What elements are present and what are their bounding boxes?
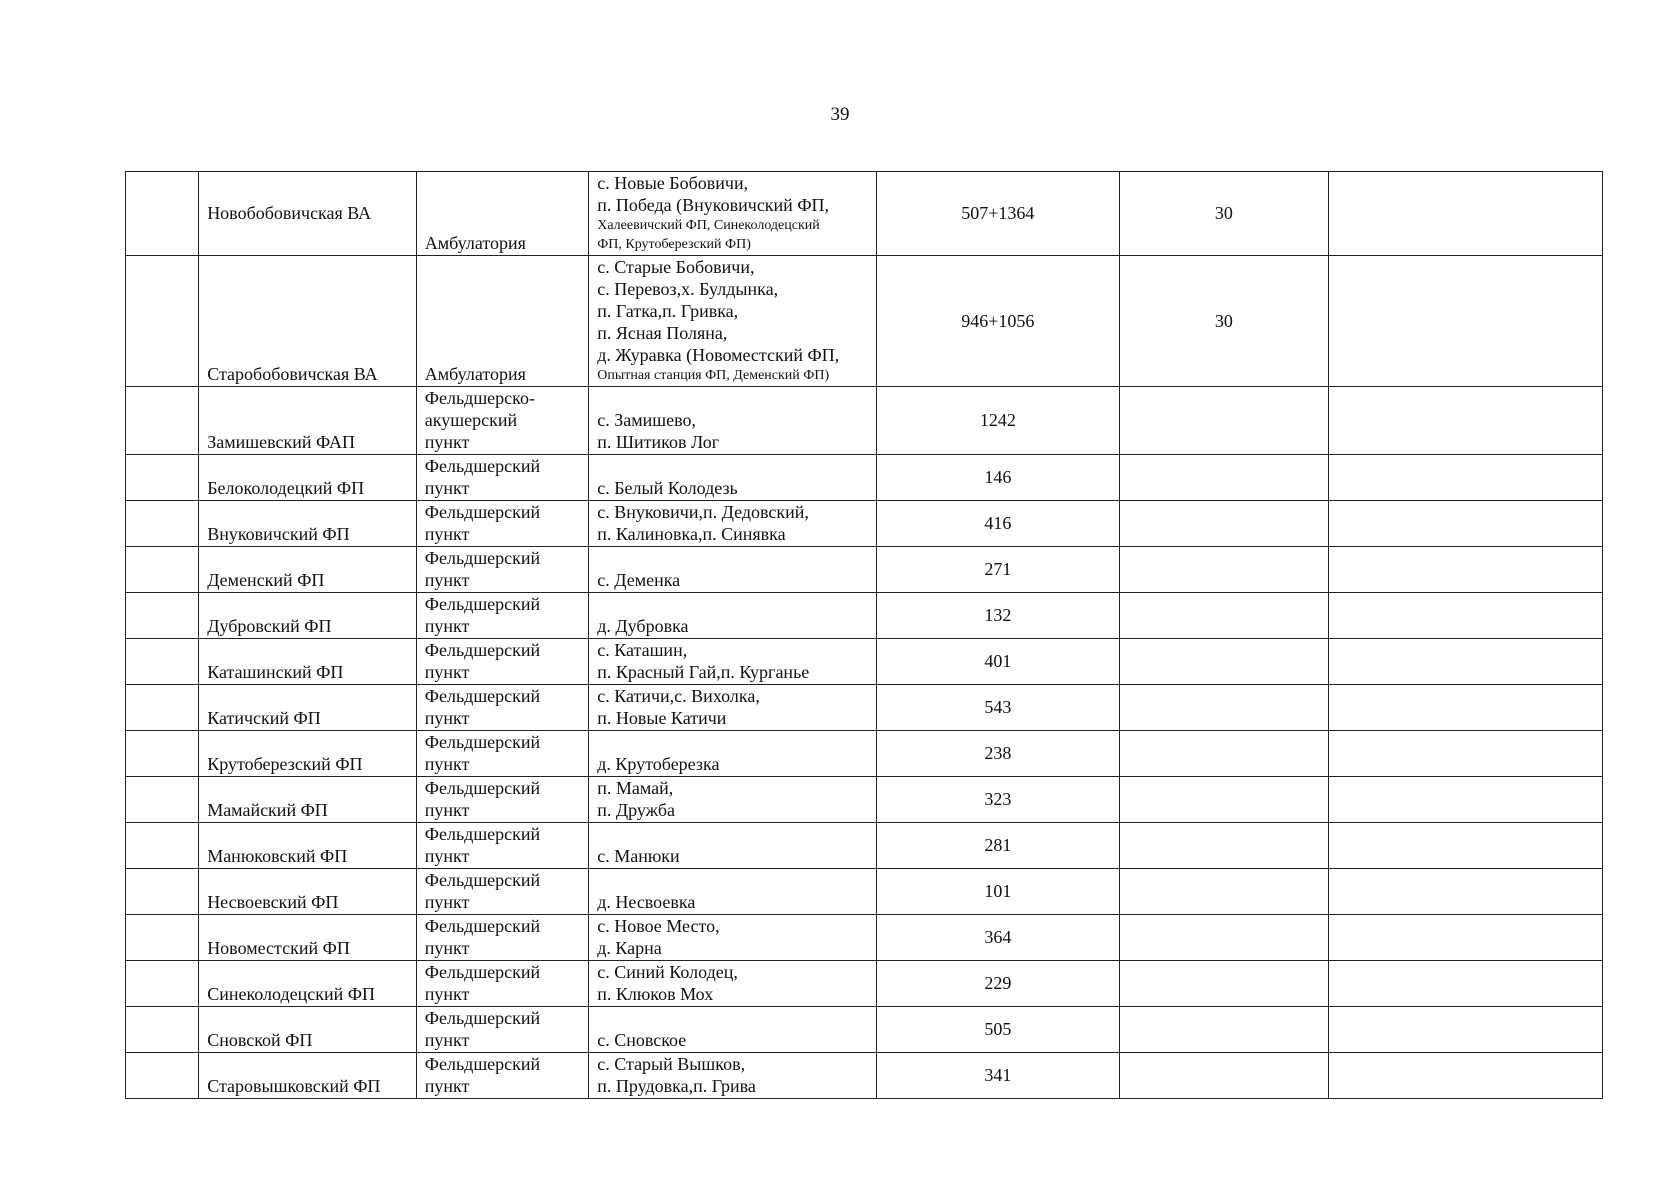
beds-cell [1119, 777, 1329, 823]
service-area-line: с. Новые Бобовичи, [597, 173, 749, 193]
row-number-cell [126, 731, 199, 777]
table-row [126, 547, 1603, 593]
service-area-line: с. Каташин, [597, 640, 688, 660]
row-number-cell [126, 547, 199, 593]
facility-type-line: Фельдшерский [424, 732, 541, 752]
facility-name-cell [199, 547, 417, 593]
notes-cell [1329, 256, 1603, 387]
facility-name: Каташинский ФП [207, 662, 344, 682]
service-area-line: д. Крутоберезка [597, 754, 720, 774]
beds-cell: 30 [1119, 172, 1329, 256]
service-area-line: п. Гатка,п. Гривка, [597, 301, 739, 321]
service-area-cell [589, 823, 877, 869]
population-cell: 1242 [876, 387, 1119, 455]
service-area-line: п. Красный Гай,п. Курганье [597, 662, 810, 682]
population-cell: 946+1056 [876, 256, 1119, 387]
facility-name: Старовышковский ФП [207, 1076, 381, 1096]
facility-name-cell [199, 915, 417, 961]
notes-cell [1329, 387, 1603, 455]
facility-type-cell [416, 547, 588, 593]
population-cell: 238 [876, 731, 1119, 777]
beds-cell [1119, 547, 1329, 593]
facility-type-line: Фельдшерско- [424, 388, 535, 408]
row-number-cell [126, 1053, 199, 1099]
service-area-line: д. Карна [597, 938, 662, 958]
service-area-cell [589, 639, 877, 685]
service-area-cell [589, 172, 877, 256]
row-number-cell [126, 639, 199, 685]
service-area-line: п. Новые Катичи [597, 708, 727, 728]
notes-cell [1329, 777, 1603, 823]
service-area-cell [589, 455, 877, 501]
facility-type-line: пункт [424, 432, 470, 452]
service-area-cell [589, 915, 877, 961]
facility-type-line: пункт [424, 846, 470, 866]
facility-name-cell [199, 172, 417, 256]
table-row [126, 501, 1603, 547]
facility-type-line: пункт [424, 478, 470, 498]
facility-type-line: Фельдшерский [424, 962, 541, 982]
facility-name-cell [199, 869, 417, 915]
facility-type-cell [416, 777, 588, 823]
facility-type-line: Амбулатория [424, 364, 526, 384]
service-area-line: п. Дружба [597, 800, 676, 820]
facility-type-cell [416, 387, 588, 455]
row-number-cell [126, 823, 199, 869]
notes-cell [1329, 1053, 1603, 1099]
facility-type-line: Фельдшерский [424, 778, 541, 798]
facility-type-line: пункт [424, 524, 470, 544]
row-number-cell [126, 869, 199, 915]
facilities-table [125, 171, 1603, 1099]
row-number-cell [126, 593, 199, 639]
facility-type-line: Фельдшерский [424, 824, 541, 844]
service-area-line: с. Сновское [597, 1030, 687, 1050]
facility-name: Деменский ФП [207, 570, 325, 590]
beds-cell [1119, 731, 1329, 777]
facility-name: Дубровский ФП [207, 616, 332, 636]
service-area-line: с. Манюки [597, 846, 680, 866]
service-area-line: п. Прудовка,п. Грива [597, 1076, 756, 1096]
facility-type-line: Фельдшерский [424, 916, 541, 936]
population-cell: 507+1364 [876, 172, 1119, 256]
notes-cell [1329, 1007, 1603, 1053]
facility-type-line: Фельдшерский [424, 502, 541, 522]
row-number-cell [126, 685, 199, 731]
table-row [126, 639, 1603, 685]
service-area-line: с. Деменка [597, 570, 681, 590]
facility-name-cell [199, 731, 417, 777]
service-area-line: п. Калиновка,п. Синявка [597, 524, 786, 544]
beds-cell [1119, 593, 1329, 639]
row-number-cell [126, 777, 199, 823]
service-area-cell [589, 256, 877, 387]
service-area-line: п. Мамай, [597, 778, 674, 798]
service-area-line: д. Дубровка [597, 616, 689, 636]
population-cell: 101 [876, 869, 1119, 915]
facility-type-line: Фельдшерский [424, 686, 541, 706]
population-cell: 543 [876, 685, 1119, 731]
facility-type-line: пункт [424, 754, 470, 774]
facility-type-line: пункт [424, 662, 470, 682]
facility-type-cell [416, 501, 588, 547]
facility-name: Замишевский ФАП [207, 432, 356, 452]
notes-cell [1329, 547, 1603, 593]
facility-name: Катичский ФП [207, 708, 321, 728]
facility-type-cell [416, 731, 588, 777]
row-number-cell [126, 256, 199, 387]
facility-type-line: Фельдшерский [424, 870, 541, 890]
notes-cell [1329, 731, 1603, 777]
notes-cell [1329, 961, 1603, 1007]
beds-cell: 30 [1119, 256, 1329, 387]
service-area-cell [589, 1053, 877, 1099]
facility-type-line: Фельдшерский [424, 456, 541, 476]
facility-type-cell [416, 915, 588, 961]
table-row [126, 593, 1603, 639]
beds-cell [1119, 1007, 1329, 1053]
facility-type-line: пункт [424, 892, 470, 912]
service-area-line: д. Журавка (Новоместский ФП, [597, 345, 840, 365]
table-row [126, 685, 1603, 731]
population-cell: 132 [876, 593, 1119, 639]
row-number-cell [126, 961, 199, 1007]
service-area-cell [589, 547, 877, 593]
service-area-line: с. Перевоз,х. Булдынка, [597, 279, 779, 299]
service-area-cell [589, 501, 877, 547]
population-cell: 281 [876, 823, 1119, 869]
population-cell: 364 [876, 915, 1119, 961]
population-cell: 323 [876, 777, 1119, 823]
row-number-cell [126, 455, 199, 501]
table-row [126, 455, 1603, 501]
table-row [126, 387, 1603, 455]
service-area-cell [589, 1007, 877, 1053]
row-number-cell [126, 501, 199, 547]
population-cell: 146 [876, 455, 1119, 501]
service-area-line: с. Старый Вышков, [597, 1054, 746, 1074]
population-cell: 401 [876, 639, 1119, 685]
service-area-line: Халеевичский ФП, Синеколодецский [597, 218, 820, 233]
facility-name-cell [199, 777, 417, 823]
facility-type-cell [416, 685, 588, 731]
facility-type-cell [416, 256, 588, 387]
beds-cell [1119, 639, 1329, 685]
facility-name: Сновской ФП [207, 1030, 313, 1050]
population-cell: 229 [876, 961, 1119, 1007]
row-number-cell [126, 387, 199, 455]
row-number-cell [126, 1007, 199, 1053]
table-row [126, 915, 1603, 961]
facility-name-cell [199, 639, 417, 685]
service-area-line: с. Замишево, [597, 410, 696, 430]
facility-type-cell [416, 869, 588, 915]
facility-type-line: пункт [424, 1076, 470, 1096]
beds-cell [1119, 823, 1329, 869]
beds-cell [1119, 455, 1329, 501]
notes-cell [1329, 593, 1603, 639]
service-area-line: п. Клюков Мох [597, 984, 714, 1004]
facility-type-cell [416, 455, 588, 501]
facility-name-cell [199, 593, 417, 639]
facility-type-line: Амбулатория [424, 233, 526, 253]
notes-cell [1329, 172, 1603, 256]
row-number-cell [126, 172, 199, 256]
facility-type-line: пункт [424, 570, 470, 590]
notes-cell [1329, 915, 1603, 961]
facility-name-cell [199, 1053, 417, 1099]
facility-name: Несвоевский ФП [207, 892, 339, 912]
facility-name: Внуковичский ФП [207, 524, 350, 544]
service-area-line: с. Внуковичи,п. Дедовский, [597, 502, 809, 522]
population-cell: 416 [876, 501, 1119, 547]
facility-name-cell [199, 685, 417, 731]
notes-cell [1329, 639, 1603, 685]
service-area-line: с. Старые Бобовичи, [597, 257, 755, 277]
facility-name: Новоместский ФП [207, 938, 350, 958]
facility-type-line: Фельдшерский [424, 640, 541, 660]
facility-type-line: пункт [424, 800, 470, 820]
service-area-line: с. Катичи,с. Вихолка, [597, 686, 760, 706]
table-row [126, 256, 1603, 387]
notes-cell [1329, 685, 1603, 731]
service-area-line: п. Шитиков Лог [597, 432, 720, 452]
facility-name-cell [199, 961, 417, 1007]
service-area-line: ФП, Крутоберезский ФП) [597, 237, 751, 252]
service-area-line: п. Победа (Внуковичский ФП, [597, 195, 830, 215]
notes-cell [1329, 501, 1603, 547]
facility-type-line: Фельдшерский [424, 1008, 541, 1028]
population-cell: 341 [876, 1053, 1119, 1099]
service-area-cell [589, 869, 877, 915]
service-area-cell [589, 961, 877, 1007]
beds-cell [1119, 501, 1329, 547]
facility-type-line: пункт [424, 616, 470, 636]
service-area-cell [589, 777, 877, 823]
facility-name: Белоколодецкий ФП [207, 478, 365, 498]
facility-type-line: Фельдшерский [424, 1054, 541, 1074]
facility-name: Новобобовичская ВА [207, 203, 372, 223]
facility-name-cell [199, 1007, 417, 1053]
facility-name-cell [199, 455, 417, 501]
table-row [126, 1007, 1603, 1053]
facility-type-line: пункт [424, 984, 470, 1004]
facility-name-cell [199, 501, 417, 547]
facilities-table-body [126, 172, 1603, 1099]
beds-cell [1119, 961, 1329, 1007]
facility-type-line: Фельдшерский [424, 594, 541, 614]
service-area-line: д. Несвоевка [597, 892, 696, 912]
beds-cell [1119, 387, 1329, 455]
facility-name: Крутоберезский ФП [207, 754, 363, 774]
facility-type-cell [416, 1007, 588, 1053]
population-cell: 271 [876, 547, 1119, 593]
service-area-line: п. Ясная Поляна, [597, 323, 728, 343]
facility-name: Синеколодецский ФП [207, 984, 376, 1004]
facility-type-line: пункт [424, 938, 470, 958]
service-area-cell [589, 593, 877, 639]
facility-type-line: акушерский [424, 410, 518, 430]
facility-type-cell [416, 961, 588, 1007]
table-row [126, 961, 1603, 1007]
facility-type-cell [416, 823, 588, 869]
service-area-cell [589, 731, 877, 777]
facility-name-cell [199, 387, 417, 455]
row-number-cell [126, 915, 199, 961]
facility-name: Старобобовичская ВА [207, 364, 378, 384]
table-row [126, 823, 1603, 869]
service-area-line: Опытная станция ФП, Деменский ФП) [597, 368, 830, 383]
notes-cell [1329, 869, 1603, 915]
service-area-cell [589, 387, 877, 455]
service-area-line: с. Новое Место, [597, 916, 720, 936]
notes-cell [1329, 823, 1603, 869]
facility-type-cell [416, 172, 588, 256]
table-row [126, 777, 1603, 823]
facility-type-cell [416, 1053, 588, 1099]
beds-cell [1119, 869, 1329, 915]
facility-name: Манюковский ФП [207, 846, 348, 866]
facility-type-cell [416, 593, 588, 639]
service-area-cell [589, 685, 877, 731]
facility-name: Мамайский ФП [207, 800, 328, 820]
service-area-line: с. Белый Колодезь [597, 478, 738, 498]
facility-type-cell [416, 639, 588, 685]
beds-cell [1119, 915, 1329, 961]
facility-name-cell [199, 823, 417, 869]
facility-type-line: пункт [424, 708, 470, 728]
table-row [126, 869, 1603, 915]
notes-cell [1329, 455, 1603, 501]
table-row [126, 172, 1603, 256]
table-row [126, 1053, 1603, 1099]
page-number: 39 [830, 104, 850, 125]
beds-cell [1119, 685, 1329, 731]
service-area-line: с. Синий Колодец, [597, 962, 738, 982]
table-row [126, 731, 1603, 777]
facility-type-line: Фельдшерский [424, 548, 541, 568]
facility-type-line: пункт [424, 1030, 470, 1050]
population-cell: 505 [876, 1007, 1119, 1053]
facility-name-cell [199, 256, 417, 387]
beds-cell [1119, 1053, 1329, 1099]
